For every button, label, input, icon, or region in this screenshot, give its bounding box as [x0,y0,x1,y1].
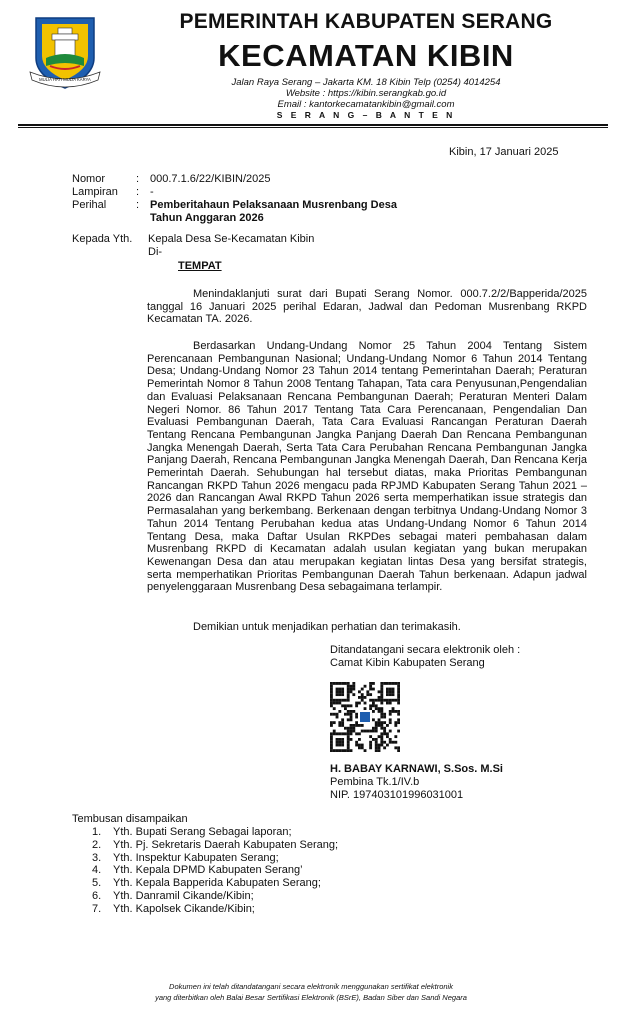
perihal-value-2: Tahun Anggaran 2026 [150,212,264,224]
body-closing: Demikian untuk menjadikan perhatian dan terimakasih. [193,621,461,633]
colon: : [136,186,140,198]
esign-footer-line-2: yang diterbitkan oleh Balai Besar Sertifikasi Elektronik (BSrE), Badan Siber dan Sandi Negara [155,993,467,1002]
colon: : [136,173,140,185]
letterhead-rule-thick [18,124,608,126]
lampiran-value: - [150,186,154,198]
colon: : [136,199,140,211]
nomor-value: 000.7.1.6/22/KIBIN/2025 [150,173,271,185]
letterhead-office: KECAMATAN KIBIN [218,38,514,73]
perihal-value-1: Pemberitahaun Pelaksanaan Musrenbang Desa [150,199,397,211]
letterhead-email: Email : kantorkecamatankibin@gmail.com [277,99,455,110]
cc-title: Tembusan disampaikan [72,813,188,825]
signature-line-2: Camat Kibin Kabupaten Serang [330,657,485,669]
cc-item: 1. Yth. Bupati Serang Sebagai laporan; [92,826,292,838]
cc-item: 3. Yth. Inspektur Kabupaten Serang; [92,851,279,864]
recipient-place: TEMPAT [178,260,222,272]
cc-item: 7. Yth. Kapolsek Cikande/Kibin; [92,902,255,915]
perihal-label: Perihal [72,199,107,211]
esign-footer-line-1: Dokumen ini telah ditandatangani secara elektronik menggunakan sertifikat elektronik [169,982,453,991]
nomor-label: Nomor [72,173,106,185]
recipient-name: Kepala Desa Se-Kecamatan Kibin [148,233,315,245]
body-paragraph-1: Menindaklanjuti surat dari Bupati Serang Nomor. 000.7.2/2/Bapperida/2025 tanggal 16 Januari 2025 perihal Edaran, Jadwal dan Pedoman Musrenbang RKPD Kecamatan TA. 2026. [147,288,587,326]
letterhead-website: Website : https://kibin.serangkab.go.id [285,88,447,99]
signer-nip: NIP. 197403101996031001 [330,789,464,801]
body-paragraph-2: Berdasarkan Undang-Undang Nomor 25 Tahun 2004 Tentang Sistem Perencanaan Pembangunan Nasional; Undang-Undang Nomor 6 Tahun 2014 Tentang Desa; Undang-Undang Nomor 23 Tahun 2014 tentang Pemerintahan Daerah; Peraturan Pemerintah Nomor 8 Tahun 2008 Tentang Tahapan, Tata cara Penyusunan,Pengendalian dan Evaluasi Pelaksanaan Rencana Pembangunan Daerah; Peraturan Menteri Dalam Negeri Nomor. 86 Tahun 2017 Tentang Tata Cara Perencanaan, Pengendalian Dan Evaluasi Pembangunan Daerah, Tata Cara Evaluasi Rancangan Peraturan Daerah Tentang Rencana Pembangunan Jangka Panjang Daerah Dan Rencana Pembangunan Jangka Menengah Daerah, Serta Tata Cara Perubahan Rencana Pembangunan Jangka Panjang Daerah, Rencana Pembangunan Jangka Menengah Daerah, Dan Rencana Kerja Pemerintah Daerah. Sehubungan hal tersebut diatas, maka Prioritas Pembangunan Rancangan RKPD Tahun 2026 mengacu pada RPJMD Kabupaten Serang Tahun 2021 – 2026 dan Rancangan Awal RKPD Tahun 2026 serta memperhatikan issue strategis dan Permasalahan yang berkembang. Berkenaan dengan terbitnya Undang-Undang Nomor 3 Tahun 2014 Tentang Perubahan kedua atas Undang-Undang Nomor 6 Tahun 2014 Tentang Desa, maka Daftar Usulan RKPDes sebagai materi pembahasan dalam Musrenbang RKPD di Kecamatan adalah usulan kegiatan yang bukan merupakan Kewenangan Desa dan atau merupakan kegiatan lintas Desa yang bersifat strategis, serta memperhatikan Prioritas Pembangunan Daerah Tahun berkenaan. Adapun jadwal penyelenggaraan Musrenbang Desa sebagaimana terlampir. [147,340,587,594]
cc-list [92,826,338,916]
signer-name: H. BABAY KARNAWI, S.Sos. M.Si [330,763,503,775]
cc-item: 2. Yth. Pj. Sekretaris Daerah Kabupaten Serang; [92,838,339,851]
letterhead-region: S E R A N G – B A N T E N [276,110,456,120]
recipient-di: Di- [148,246,163,258]
signature-line-1: Ditandatangani secara elektronik oleh : [330,644,521,656]
esign-footer [60,981,562,1003]
letterhead-address: Jalan Raya Serang – Jakarta KM. 18 Kibin Telp (0254) 4014254 [231,77,501,88]
lampiran-label: Lampiran [72,186,118,198]
kabupaten-serang-logo [28,14,102,92]
signer-rank: Pembina Tk.1/IV.b [330,776,420,788]
svg-text:MULIA HATI MULIA KARYA: MULIA HATI MULIA KARYA [39,77,91,82]
cc-item: 5. Yth. Kepala Bapperida Kabupaten Serang; [92,877,321,890]
letterhead-government: PEMERINTAH KABUPATEN SERANG [179,10,553,33]
letterhead-rule-thin [18,127,608,128]
cc-item: 4. Yth. Kepala DPMD Kabupaten Serang’ [92,864,303,877]
letter-date: Kibin, 17 Januari 2025 [449,146,559,158]
cc-item: 6. Yth. Danramil Cikande/Kibin; [92,889,254,902]
signature-qr-code [330,682,400,752]
recipient-label: Kepada Yth. [72,233,133,245]
